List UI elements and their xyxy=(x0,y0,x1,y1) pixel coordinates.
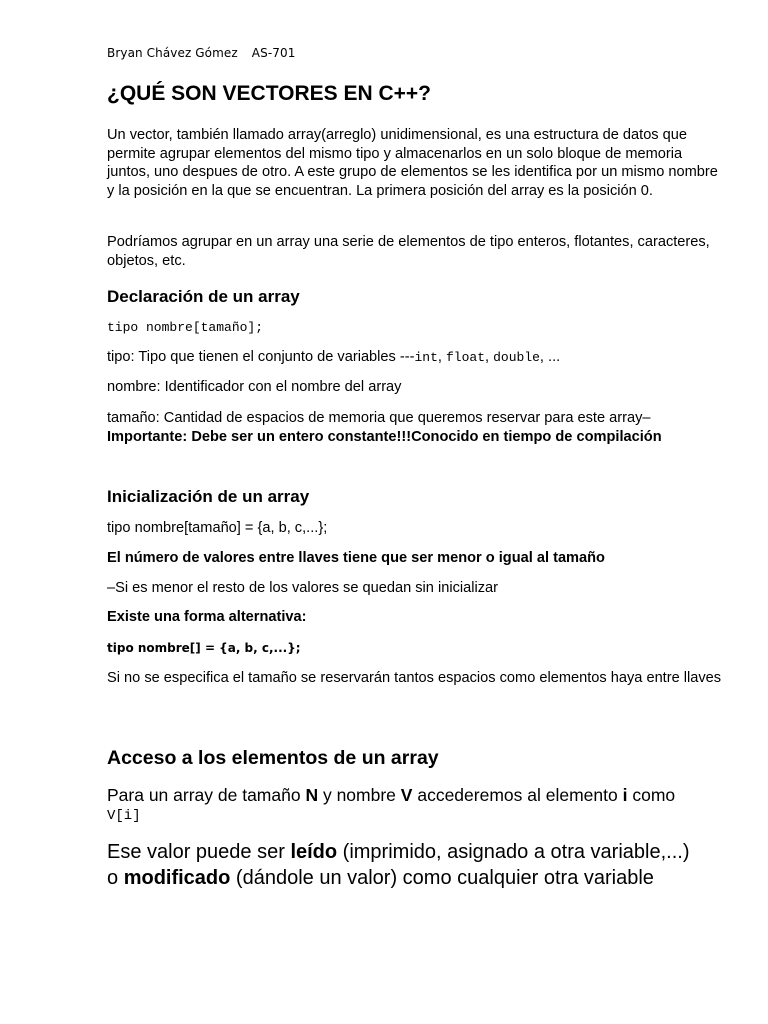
access2-modificado: modificado xyxy=(123,867,231,889)
type-float: float xyxy=(445,350,485,365)
access2-text-b: (imprimido, asignado a otra variable,...) xyxy=(337,841,690,863)
access-var-n: N xyxy=(305,785,319,805)
intro-paragraph-1: Un vector, también llamado array(arreglo) unidimensional, es una estructura de datos que permite agrupar elementos del mismo tipo y almacenarlos en un solo bloque de memoria juntos, uno despues de otro. A este grupo de elementos se les identifica por un mismo nombre y la posición en la que se encuentran. La primera posición del array es la posición 0. xyxy=(107,127,718,199)
page-title: ¿QUÉ SON VECTORES EN C++? xyxy=(107,82,432,105)
initialization-alt-note: Si no se especifica el tamaño se reservarán tantos espacios como elementos haya entre llaves xyxy=(107,670,722,686)
access-heading: Acceso a los elementos de un array xyxy=(107,747,439,769)
access-paragraph-2 xyxy=(107,839,689,891)
access-text-c: accederemos al elemento xyxy=(412,785,623,805)
declaration-important: Importante: Debe ser un entero constante!!!Conocido en tiempo de compilación xyxy=(107,429,662,445)
intro-paragraph-2: Podríamos agrupar en un array una serie de elementos de tipo enteros, flotantes, caracteres, objetos, etc. xyxy=(107,234,710,269)
tipo-prefix: tipo: Tipo que tienen el conjunto de variables --- xyxy=(107,349,415,365)
declaration-heading: Declaración de un array xyxy=(107,287,300,306)
type-int: int xyxy=(414,350,438,365)
initialization-alt-label: Existe una forma alternativa: xyxy=(107,609,307,625)
initialization-heading: Inicialización de un array xyxy=(107,487,310,506)
access-var-v: V xyxy=(400,785,413,805)
access-var-i: i xyxy=(622,785,628,805)
initialization-alt-syntax: tipo nombre[] = {a, b, c,...}; xyxy=(107,641,301,655)
access2-text-d: (dándole un valor) como cualquier otra variable xyxy=(230,867,654,889)
access2-text-c: o xyxy=(107,867,124,889)
initialization-rule: El número de valores entre llaves tiene que ser menor o igual al tamaño xyxy=(107,550,605,566)
access-text-b: y nombre xyxy=(318,785,401,805)
access2-text-a: Ese valor puede ser xyxy=(107,841,291,863)
access-text-d: como xyxy=(627,785,676,805)
declaration-nombre: nombre: Identificador con el nombre del array xyxy=(107,379,402,395)
author-name: Bryan Chávez Gómez xyxy=(107,46,238,60)
sep-1: , xyxy=(437,349,446,365)
declaration-tipo xyxy=(107,348,560,368)
initialization-note: –Si es menor el resto de los valores se quedan sin inicializar xyxy=(107,580,498,596)
type-double: double xyxy=(493,350,540,365)
tipo-suffix: , ... xyxy=(539,349,561,365)
sep-2: , xyxy=(485,349,494,365)
access-paragraph-1 xyxy=(107,784,675,806)
access2-leido: leído xyxy=(290,841,338,863)
declaration-tamano: tamaño: Cantidad de espacios de memoria que queremos reservar para este array– xyxy=(107,410,651,426)
access-code: V[i] xyxy=(107,808,141,824)
author-line xyxy=(107,46,295,60)
initialization-syntax: tipo nombre[tamaño] = {a, b, c,...}; xyxy=(107,520,328,536)
course-code: AS-701 xyxy=(251,46,296,60)
access-text-a: Para un array de tamaño xyxy=(107,785,306,805)
declaration-syntax: tipo nombre[tamaño]; xyxy=(107,320,264,335)
